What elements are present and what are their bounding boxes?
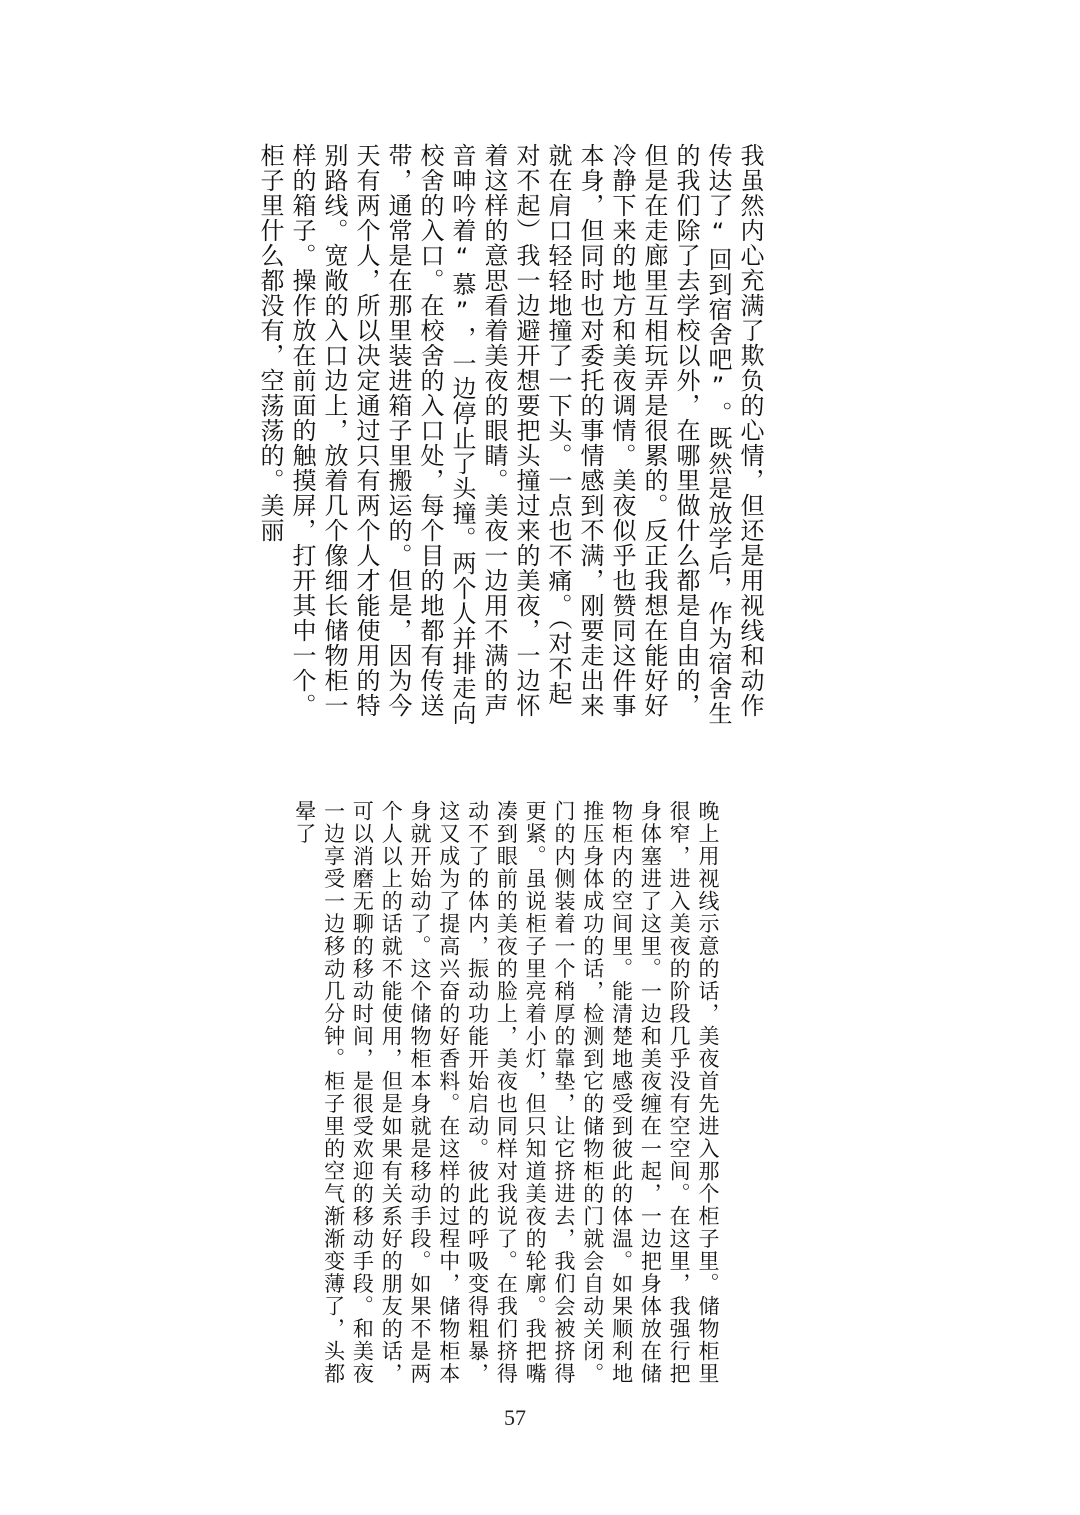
text-column: 很窄，进入美夜的阶段几乎没有空空间。在这里，我强行把 bbox=[667, 800, 692, 1385]
text-column: 带，通常是在那里装进箱子里搬运的。但是，因为今 bbox=[384, 143, 412, 718]
text-column: 的我们除了去学校以外，在哪里做什么都是自由的， bbox=[672, 143, 700, 718]
text-column: 对不起）我一边避开想要把头撞过来的美夜，一边怀 bbox=[512, 143, 540, 718]
text-column: 可以消磨无聊的移动时间，是很受欢迎的移动手段。和美夜 bbox=[350, 800, 375, 1385]
text-column: 天有两个人，所以决定通过只有两个人才能使用的特 bbox=[352, 143, 380, 718]
text-column: 冷静下来的地方和美夜调情。美夜似乎也赞同这件事 bbox=[608, 143, 636, 718]
text-column: 别路线。宽敞的入口边上，放着几个像细长储物柜一 bbox=[320, 143, 348, 718]
text-column: 本身，但同时也对委托的事情感到不满，刚要走出来 bbox=[576, 143, 604, 718]
bottom-text-block bbox=[290, 800, 722, 1400]
text-column: 音呻吟着“慕”，一边停止了头撞。两个人并排走向 bbox=[448, 143, 476, 726]
text-column: 晚上用视线示意的话，美夜首先进入那个柜子里。储物柜里 bbox=[695, 800, 720, 1385]
text-column: 柜子里什么都没有，空荡荡的。美丽 bbox=[256, 143, 284, 543]
text-column: 着这样的意思看着美夜的眼睛。美夜一边用不满的声 bbox=[480, 143, 508, 718]
text-column: 身体塞进了这里。一边和美夜缠在一起，一边把身体放在储 bbox=[638, 800, 663, 1385]
text-column: 动不了的体内，振动功能开始启动。彼此的呼吸变得粗暴， bbox=[465, 800, 490, 1385]
text-column: 传达了“回到宿舍吧”。既然是放学后，作为宿舍生 bbox=[704, 143, 732, 726]
text-column: 推压身体成功的话，检测到它的储物柜的门就会自动关闭。 bbox=[580, 800, 605, 1385]
text-column: 更紧。虽说柜子里亮着小灯，但只知道美夜的轮廓。我把嘴 bbox=[523, 800, 548, 1385]
text-column: 晕了 bbox=[292, 800, 317, 845]
text-column: 身就开始动了。这个储物柜本身就是移动手段。如果不是两 bbox=[407, 800, 432, 1385]
text-column: 这又成为了提高兴奋的好香料。在这样的过程中，储物柜本 bbox=[436, 800, 461, 1385]
text-column: 个人以上的话就不能使用，但是如果有关系好的朋友的话， bbox=[379, 800, 404, 1385]
text-column: 凑到眼前的美夜的脸上，美夜也同样对我说了。在我们挤得 bbox=[494, 800, 519, 1385]
text-column: 样的箱子。操作放在前面的触摸屏，打开其中一个。 bbox=[288, 143, 316, 718]
text-column: 门的内侧装着一个稍厚的靠垫，让它挤进去，我们会被挤得 bbox=[551, 800, 576, 1385]
text-column: 校舍的入口。在校舍的入口处，每个目的地都有传送 bbox=[416, 143, 444, 718]
page-number: 57 bbox=[504, 1405, 526, 1430]
text-column: 就在肩口轻轻地撞了一下头。一点也不痛。（对不起 bbox=[544, 143, 572, 706]
text-column: 但是在走廊里互相玩弄是很累的。反正我想在能好好 bbox=[640, 143, 668, 718]
text-column: 物柜内的空间里。能清楚地感受到彼此的体温。如果顺利地 bbox=[609, 800, 634, 1385]
text-column: 我虽然内心充满了欺负的心情，但还是用视线和动作 bbox=[736, 143, 764, 718]
text-column: 一边享受一边移动几分钟。柜子里的空气渐渐变薄了，头都 bbox=[321, 800, 346, 1385]
top-text-block bbox=[254, 143, 766, 733]
